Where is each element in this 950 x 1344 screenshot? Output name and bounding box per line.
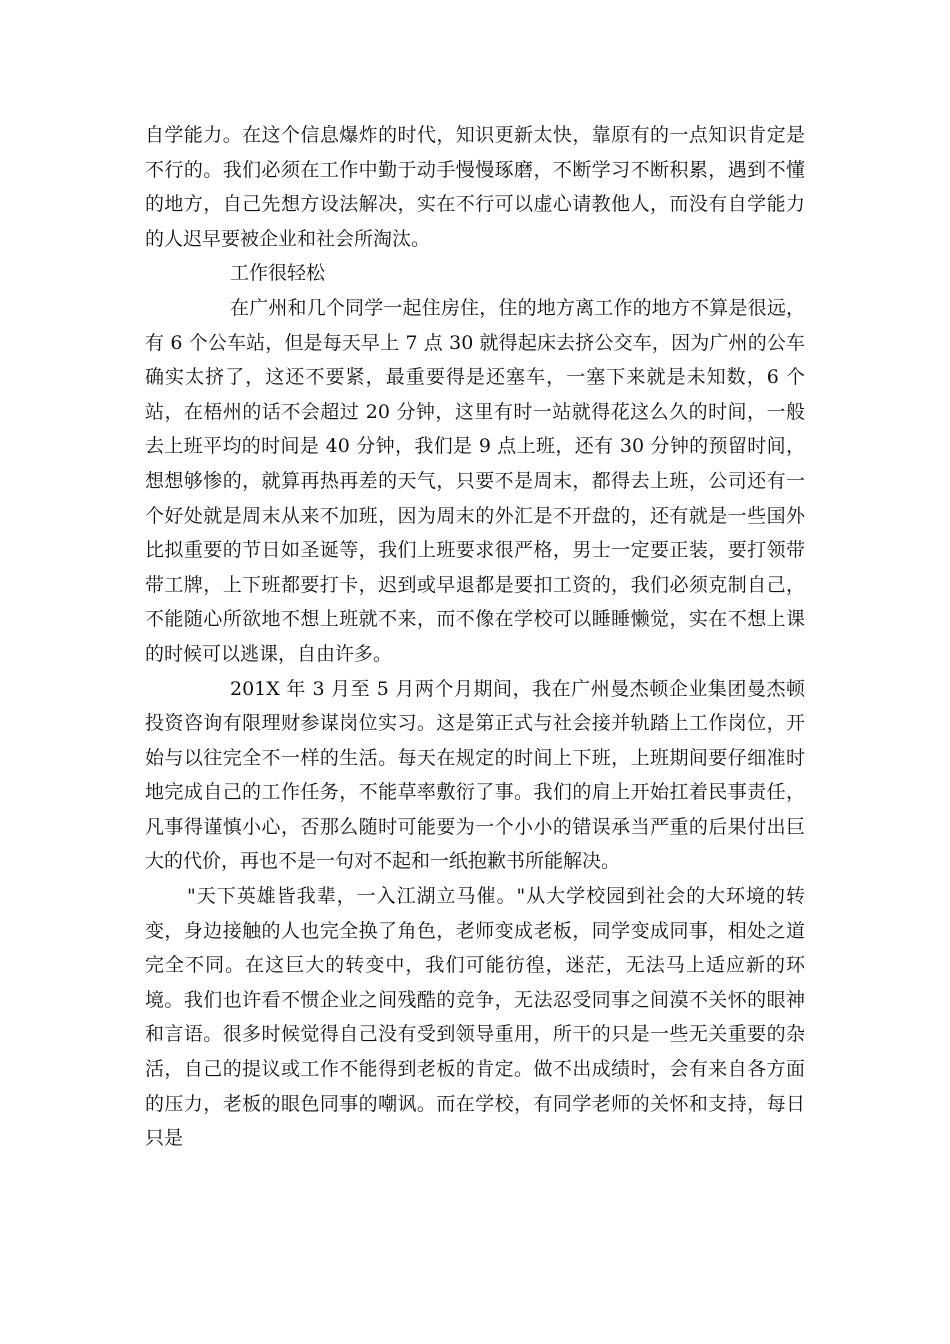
paragraph-commute: 在广州和几个同学一起住房住，住的地方离工作的地方不算是很远，有 6 个公车站，但是每天早上 7 点 30 就得起床去挤公交车，因为广州的公车确实太挤了，这还不要紧，最重要得是还塞车，一塞下来就是未知数，6 个站，在梧州的话不会超过 20 分钟，这里有时一站就得花这么久的时间，一般去上班平均的时间是 40 分钟，我们是 9 点上班，还有 30 分钟的预留时间，想想够惨的，就算再热再差的天气，只要不是周末，都得去上班，公司还有一个好处就是周末从来不加班，因为周末的外汇是不开盘的，还有就是一些国外比拟重要的节日如圣诞等，我们上班要求很严格，男士一定要正装，要打领带带工牌，上下班都要打卡，迟到或早退都是要扣工资的，我们必须克制自己，不能随心所欲地不想上班就不来，而不像在学校可以睡睡懒觉，实在不想上课的时候可以逃课，自由许多。 bbox=[145, 296, 805, 665]
paragraph-internship: 201X 年 3 月至 5 月两个月期间，我在广州曼杰顿企业集团曼杰顿投资咨询有限理财参谋岗位实习。这是第正式与社会接并轨踏上工作岗位，开始与以往完全不一样的生活。每天在规定的时间上下班，上班期间要仔细准时地完成自己的工作任务，不能草率敷衍了事。我们的肩上开始扛着民事责任，凡事得谨慎小心，否那么随时可能要为一个小小的错误承当严重的后果付出巨大的代价，再也不是一句对不起和一纸抱歉书所能解决。 bbox=[145, 677, 805, 873]
section-heading-work-easy: 工作很轻松 bbox=[230, 262, 326, 285]
paragraph-self-study: 自学能力。在这个信息爆炸的时代，知识更新太快，靠原有的一点知识肯定是不行的。我们必须在工作中勤于动手慢慢琢磨，不断学习不断积累，遇到不懂的地方，自己先想方设法解决，实在不行可以虚心请教他人，而没有自学能力的人迟早要被企业和社会所淘汰。 bbox=[145, 124, 805, 250]
body-text bbox=[145, 118, 805, 1156]
paragraph-transition: "天下英雄皆我辈，一入江湖立马催。"从大学校园到社会的大环境的转变，身边接触的人也完全换了角色，老师变成老板，同学变成同事，相处之道完全不同。在这巨大的转变中，我们可能彷徨，迷茫，无法马上适应新的环境。我们也许看不惯企业之间残酷的竞争，无法忍受同事之间漠不关怀的眼神和言语。很多时候觉得自己没有受到领导重用，所干的只是一些无关重要的杂活，自己的提议或工作不能得到老板的肯定。做不出成绩时，会有来自各方面的压力，老板的眼色同事的嘲讽。而在学校，有同学老师的关怀和支持，每日只是 bbox=[145, 885, 805, 1150]
